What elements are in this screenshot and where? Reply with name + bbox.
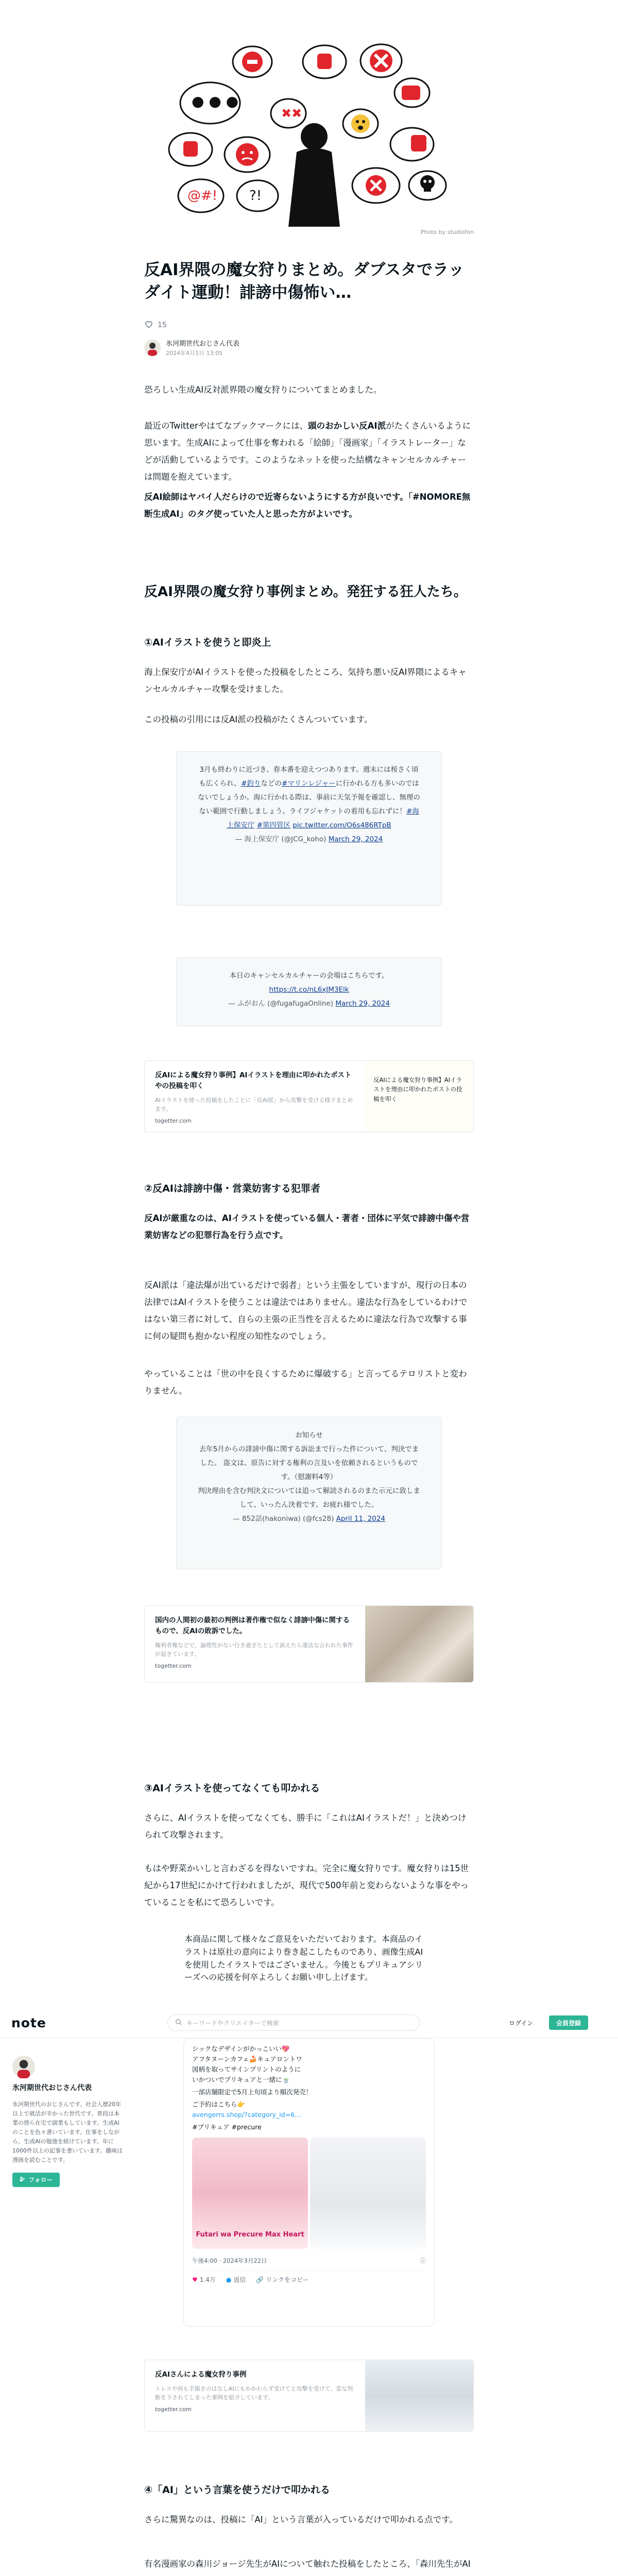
quoted-statement: 本商品に関して様々なご意見をいただいております。本商品のイラストは原社の意向により巻き起こしたものであり、画像生成AIを使用したイラストではございません。今後ともプリキュアシリーズへの応援を何卒よろしくお願い申し上げます。 bbox=[184, 1934, 423, 1982]
svg-text:✖✖: ✖✖ bbox=[281, 106, 302, 121]
link-card-2[interactable] bbox=[144, 1605, 474, 1683]
svg-text:@#!: @#! bbox=[187, 188, 218, 204]
tweet-image-2[interactable] bbox=[310, 2138, 426, 2249]
tweet-link[interactable]: avengerrs.shop/?category_id=6... bbox=[192, 2111, 301, 2119]
publish-date: 2024年4月1日 13:05 bbox=[166, 350, 223, 357]
note-logo[interactable]: note bbox=[11, 2015, 46, 2030]
tweet-reply-button[interactable]: ● 返信 bbox=[226, 2275, 246, 2285]
sidebar-avatar[interactable] bbox=[12, 2056, 35, 2078]
pic-link[interactable]: pic.twitter.com/O6s486RTpB bbox=[293, 821, 391, 829]
svg-text:● ● ●: ● ● ● bbox=[192, 93, 239, 110]
follow-button[interactable]: フォロー bbox=[12, 2173, 60, 2187]
tweet-line: 図柄を取ってサインプリントのように bbox=[192, 2065, 301, 2073]
card-title: 国内の人間初の最初の判例は著作権で似なく誹謗中傷に関するもので、反AIの敗訴でした。 bbox=[155, 1616, 350, 1635]
tweet-line: 一部店舗限定で5月上旬頃より順次発売！ bbox=[192, 2088, 312, 2096]
sub1-paragraph-1: 海上保安庁がAIイラストを使った投稿をしたところ、気持ち悪い反AI界隈によるキャンセルカルチャー攻撃を受けました。 bbox=[144, 667, 467, 694]
intro-paragraph-3: 反AI絵師はヤバイ人だらけので近寄らないようにする方が良いです。「#NOMORE無断生成AI」のタグ使っていた人と思った方がよいです。 bbox=[144, 492, 471, 519]
sub2-paragraph-2: 反AI派は「違法爆が出ているだけで弱者」という主張をしていますが、現行の日本の法律ではAIイラストを使うことは違法ではありません。違法な行為をしているわけではない第三者に対して、自らの主張の正当性を言えるために違法な行為で攻撃する事に何の疑問も抱かない程度の知性なのでしょう。 bbox=[144, 1280, 468, 1341]
follow-icon bbox=[19, 2176, 25, 2183]
fear-face-icon bbox=[351, 114, 370, 133]
author-sidebar bbox=[12, 2056, 123, 2187]
intro-paragraph-1: 恐ろしい生成AI反対派界隈の魔女狩りについてまとめました。 bbox=[144, 385, 382, 395]
signup-button[interactable]: 会員登録 bbox=[549, 2015, 588, 2030]
subheading-1: ①AIイラストを使うと即炎上 bbox=[144, 637, 271, 648]
tweet-line: シックなデザインがかっこいい💖 bbox=[192, 2045, 290, 2053]
card-description: AIイラストを使った投稿をしたことに「反AI派」から攻撃を受ける様子まとめます。 bbox=[155, 1096, 353, 1112]
subheading-3: ③AIイラストを使ってなくても叩かれる bbox=[144, 1783, 320, 1794]
link-card-3[interactable] bbox=[144, 2360, 474, 2432]
hashtag-link[interactable]: #第四管区 bbox=[256, 821, 290, 829]
tweet-actions bbox=[192, 2270, 426, 2285]
heart-icon[interactable] bbox=[144, 319, 153, 331]
heart-icon: ♥ bbox=[192, 2276, 198, 2284]
card-thumbnail: 反AIによる魔女狩り事例】AIイラストを理由に叩かれたポストの投稿を叩く bbox=[365, 1061, 473, 1132]
section-heading: 反AI界隈の魔女狩り事例まとめ。発狂する狂人たち。 bbox=[144, 584, 467, 600]
search-input[interactable] bbox=[167, 2014, 420, 2031]
embedded-tweet-card[interactable] bbox=[183, 2038, 435, 2327]
angry-face-icon bbox=[236, 143, 259, 166]
tweet-date-link[interactable]: March 29, 2024 bbox=[335, 999, 390, 1008]
tweet-date-link[interactable]: April 11, 2024 bbox=[336, 1515, 385, 1523]
card-title: 反AIによる魔女狩り事例】AIイラストを理由に叩かれたポストやの投稿を叩く bbox=[155, 1071, 352, 1090]
tweet-hashtags[interactable]: #プリキュア #precure bbox=[192, 2123, 262, 2131]
tweet-image-1[interactable] bbox=[192, 2138, 308, 2249]
tweet-time: 午後4:00 · 2024年3月22日 bbox=[192, 2257, 267, 2264]
avatar[interactable] bbox=[144, 340, 161, 356]
article-title: 反AI界隈の魔女狩りまとめ。ダブスタでラッダイト運動！誹謗中傷怖い… bbox=[144, 261, 465, 302]
embedded-tweet-1[interactable]: 3月も終わりに近づき、春本番を迎えつつあります。週末には桜さく頃も広くられ、#釣りなどの#マリンレジャーに行かれる方も多いのではないでしょうか。海に行かれる際は、事前に天気予報を確認し、無理のない範囲で行動しましょう。ライフジャケットの着用も忘れずに！#海上保安庁 #第四管区 pic.twitter.com/O6s486RTpB — 海上保安庁 (@JCG_koho) March 29, 2024 bbox=[176, 751, 442, 906]
link-icon: 🔗 bbox=[256, 2276, 264, 2284]
hero-image bbox=[144, 31, 474, 227]
silhouette-figure bbox=[288, 123, 340, 227]
photo-credit: Photo by studiofon bbox=[420, 229, 474, 235]
sub3-paragraph-1: さらに、AIイラストを使ってなくても、勝手に「これはAIイラストだ！」と決めつけられて攻撃されます。 bbox=[144, 1813, 467, 1840]
embedded-tweet-3[interactable]: お知らせ 去年5月からの誹謗中傷に関する訴訟まで行った件について、判決でました。 盗文は、原告に対する権利の言及いを依頼されるというものです。（慰謝料4等） 判決理由を含む判決文については追って解読されるのまた示元に致しまして、いったん決着です。お疲れ様でした。 — 852話(hakoniwa) (@fcs28) April 11, 2024 bbox=[176, 1417, 442, 1569]
like-summary[interactable] bbox=[144, 319, 474, 331]
tweet-line: ご予約はこちら👉 bbox=[192, 2100, 246, 2108]
card-thumbnail bbox=[365, 1606, 473, 1682]
tweet-copy-link-button[interactable]: 🔗 リンクをコピー bbox=[256, 2275, 308, 2285]
like-count: 15 bbox=[158, 321, 167, 329]
sub4-paragraph-1: さらに驚異なのは、投稿に「AI」という言葉が入っているだけで叩かれる点です。 bbox=[144, 2515, 458, 2524]
sub2-paragraph-3: やっていることは「世の中を良くするために爆破する」と言ってるテロリストと変わりません。 bbox=[144, 1369, 467, 1396]
card-domain: togetter.com bbox=[155, 1662, 192, 1669]
card-description: トレスや何も手描きのはなしAIにもかかわらず受けてと攻撃を受けて、変な判断を下されてしまった事例を紹介しています。 bbox=[155, 2385, 353, 2401]
tweet-images[interactable] bbox=[192, 2138, 426, 2249]
tweet-link[interactable]: https://t.co/nL6xJM3Elk bbox=[269, 986, 349, 994]
svg-text:?!: ?! bbox=[249, 188, 262, 204]
author-row[interactable] bbox=[144, 338, 474, 357]
intro-paragraph-2: 最近のTwitterやはてなブックマークには、頭のおかしい反AI派がたくさんいるように思います。生成AIによって仕事を奪われる「絵師」「漫画家」「イラストレーター」などが活動しているようです。このようなネットを使った結構なキャンセルカルチャーは問題を抱えています。 bbox=[144, 421, 471, 482]
stop-icon bbox=[242, 52, 263, 72]
subheading-2: ②反AIは誹謗中傷・営業妨害する犯罪者 bbox=[144, 1183, 320, 1194]
tweet-meta bbox=[192, 2256, 426, 2265]
link-card-1[interactable] bbox=[144, 1060, 474, 1132]
sub3-paragraph-2: もはや野菜かいしと言わざるを得ないですね。完全に魔女狩りです。魔女狩りは15世紀から17世紀にかけて行われましたが、現代で500年前と変わらないような事をやっていることを私にて恐ろしいです。 bbox=[144, 1863, 469, 1907]
hashtag-link[interactable]: #釣り bbox=[241, 779, 261, 788]
login-button[interactable]: ログイン bbox=[509, 2019, 534, 2027]
card-title: 反AIさんによる魔女狩り事例 bbox=[155, 2370, 247, 2379]
author-name[interactable]: 氷河期世代おじさん代表 bbox=[166, 340, 240, 348]
sidebar-author-name[interactable]: 氷河期世代おじさん代表 bbox=[12, 2084, 92, 2092]
card-thumbnail bbox=[365, 2360, 473, 2431]
search-placeholder: キーワードやクリエイターで検索 bbox=[186, 2019, 279, 2027]
card-description: 権利者権などで、論理性がない行き過ぎたとして訴えたら違法な言われた事件が起きています。 bbox=[155, 1641, 353, 1657]
tweet-like-button[interactable]: ♥ 1.4万 bbox=[192, 2275, 216, 2285]
image-title: Futari wa Precure Max Heart bbox=[196, 2231, 304, 2239]
tweet-line: いかついでプリキュアと一緒に🍵 bbox=[192, 2076, 290, 2083]
sidebar-bio: 氷河期世代のおじさんです。社会人歴20年以上で就活が辛かった世代です。普段は本業の傍ら在宅で副業もしています。生成AIのことを色々書いています。仕事をしながら、生成AIの勉強を続けています。年に1000件以上の記事を書いています。趣味は漫画を読むことです。 bbox=[12, 2100, 123, 2164]
card-domain: togetter.com bbox=[155, 1117, 192, 1124]
sub2-paragraph-1: 反AIが厳重なのは、AIイラストを使っている個人・著者・団体に平気で誹謗中傷や営業妨害などの犯罪行為を行う点です。 bbox=[144, 1213, 470, 1240]
search-icon bbox=[175, 2019, 182, 2027]
tweet-date-link[interactable]: March 29, 2024 bbox=[328, 835, 383, 843]
hashtag-link[interactable]: #海上保安庁 bbox=[227, 807, 419, 829]
info-icon[interactable]: ⓘ bbox=[420, 2257, 426, 2264]
sub4-paragraph-2: 有名漫画家の森川ジョージ先生がAIについて触れた投稿をしたところ、「森川先生がAI bbox=[144, 2559, 471, 2569]
tweet-line: アフタヌーンカフェ🍰キュアロントワ bbox=[192, 2055, 302, 2063]
embedded-tweet-2[interactable]: 本日のキャンセルカルチャーの会場はこちらです。 https://t.co/nL6xJM3Elk — ふがおん (@fugafugaOnline) March 29, 2024 bbox=[176, 957, 442, 1026]
hashtag-link[interactable]: #マリンレジャー bbox=[281, 779, 336, 788]
card-domain: togetter.com bbox=[155, 2406, 192, 2413]
reply-icon: ● bbox=[226, 2276, 232, 2284]
sub1-paragraph-2: この投稿の引用には反AI派の投稿がたくさんついています。 bbox=[144, 715, 373, 724]
subheading-4: ④「AI」という言葉を使うだけで叩かれる bbox=[144, 2484, 330, 2496]
site-header bbox=[0, 2007, 618, 2038]
